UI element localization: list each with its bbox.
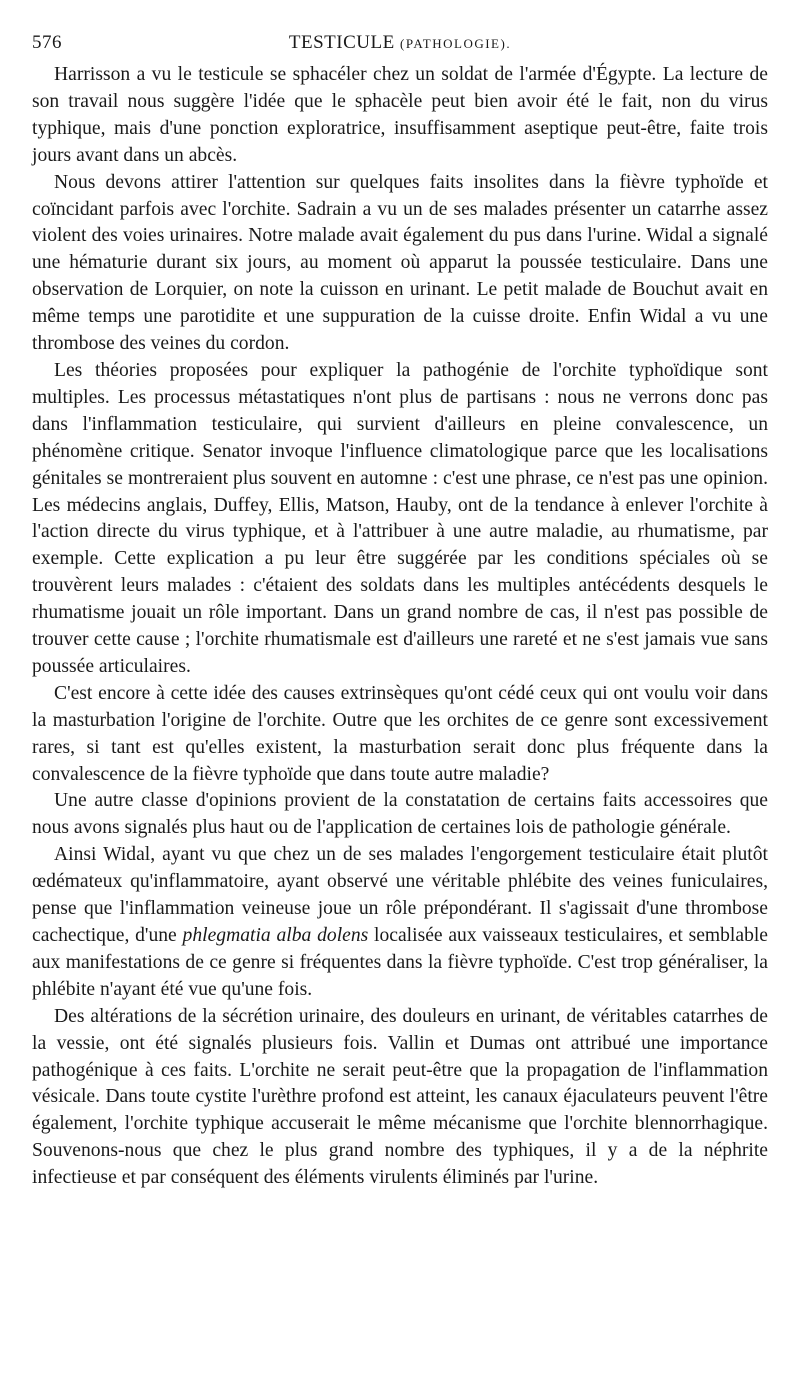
paragraph-masturbation: C'est encore à cette idée des causes extrinsèques qu'ont cédé ceux qui ont voulu voir dans la masturbation l'origine de l'orchite. Outre que les orchites de ce genre sont excessivement rares, si tant est qu'elles existent, la masturbation serait donc plus fréquente dans la convalescence de la fièvre typhoïde que dans toute autre maladie? [32,682,768,785]
page-number: 576 [32,32,62,53]
running-head [32,32,768,56]
paragraph-widal-part1: Ainsi Widal, ayant vu que chez un de ses malades l'engorgement testiculaire était plutôt œdémateux qu'inflammatoire, ayant observé une véritable phlébite des veines funiculaires, pense que l'inflammation veineuse joue un rôle prépondérant. Il s'agissait d'une thrombose cachectique, d'une [32,844,768,946]
running-title-subtitle: (PATHOLOGIE). [399,36,512,51]
paragraph-faits-insolites: Nous devons attirer l'attention sur quelques faits insolites dans la fièvre typhoïde et coïncidant parfois avec l'orchite. Sadrain a vu un de ses malades présenter un catarrhe assez violent des voies urinaires. Notre malade avait également du pus dans l'urine. Widal a signalé une hématurie durant six jours, au moment où apparut la poussée testiculaire. Dans une observation de Lorquier, on note la cuisson en urinant. Le petit malade de Bouchut avait en même temps une parotidite et une suppuration de la cuisse droite. Enfin Widal a vu une thrombose des veines du cordon. [32,171,768,355]
paragraph-theories: Les théories proposées pour expliquer la pathogénie de l'orchite typhoïdique sont multiples. Les processus métastatiques n'ont plus de partisans : nous ne verrons donc pas dans l'inflammation testiculaire, qui survient d'ailleurs en pleine convalescence, un phénomène critique. Senator invoque l'influence climatologique parce que les localisations génitales se montreraient plus souvent en automne : c'est une phrase, ce n'est pas une opinion. Les médecins anglais, Duffey, Ellis, Matson, Hauby, ont de la tendance à enlever l'orchite à l'action directe du virus typhique, et à l'attribuer à une autre maladie, au rhumatisme, par exemple. Cette explication a pu leur être suggérée par les conditions spéciales où se trouvèrent leurs malades : c'étaient des soldats dans les multiples antécédents desquels le rhumatisme jouait un rôle important. Dans un grand nombre de cas, il n'est pas possible de trouver cette cause ; l'orchite rhumatismale est d'ailleurs une rareté et ne s'est jamais vue sans poussée articulaires. [32,359,768,677]
paragraph-widal [32,842,768,1003]
paragraph-alterations: Des altérations de la sécrétion urinaire, des douleurs en urinant, de véritables catarrhes de la vessie, ont été signalés plusieurs fois. Vallin et Dumas ont attribué une importance pathogénique à ces faits. L'orchite ne serait peut-être que la propagation de l'inflammation vésicale. Dans toute cystite l'urèthre profond est atteint, les canaux éjaculateurs peuvent l'être également, l'orchite typhique accuserait le même mécanisme que l'orchite blennorrhagique. Souvenons-nous que chez le plus grand nombre des typhiques, il y a de la néphrite infectieuse et par conséquent des éléments virulents éliminés par l'urine. [32,1005,768,1189]
paragraph-harrisson: Harrisson a vu le testicule se sphacéler chez un soldat de l'armée d'Égypte. La lecture de son travail nous suggère l'idée que le sphacèle peut bien avoir été le fait, non du virus typhique, mais d'une ponction exploratrice, insuffisamment aseptique peut-être, faite trois jours avant dans un abcès. [32,64,768,166]
paragraph-widal-italic: phlegmatia alba dolens [182,925,369,946]
paragraph-widal-part2: localisée aux vaisseaux testiculaires, et semblable aux manifestations de ce genre si fréquentes dans la fièvre typhoïde. C'est trop généraliser, la phlébite n'ayant été vue qu'une fois. [32,925,769,1000]
running-title [32,32,768,54]
running-title-main: TESTICULE [288,32,395,53]
body-text [32,62,768,1192]
paragraph-autre-classe: Une autre classe d'opinions provient de la constatation de certains faits accessoires que nous avons signalés plus haut ou de l'application de certaines lois de pathologie générale. [32,790,768,839]
